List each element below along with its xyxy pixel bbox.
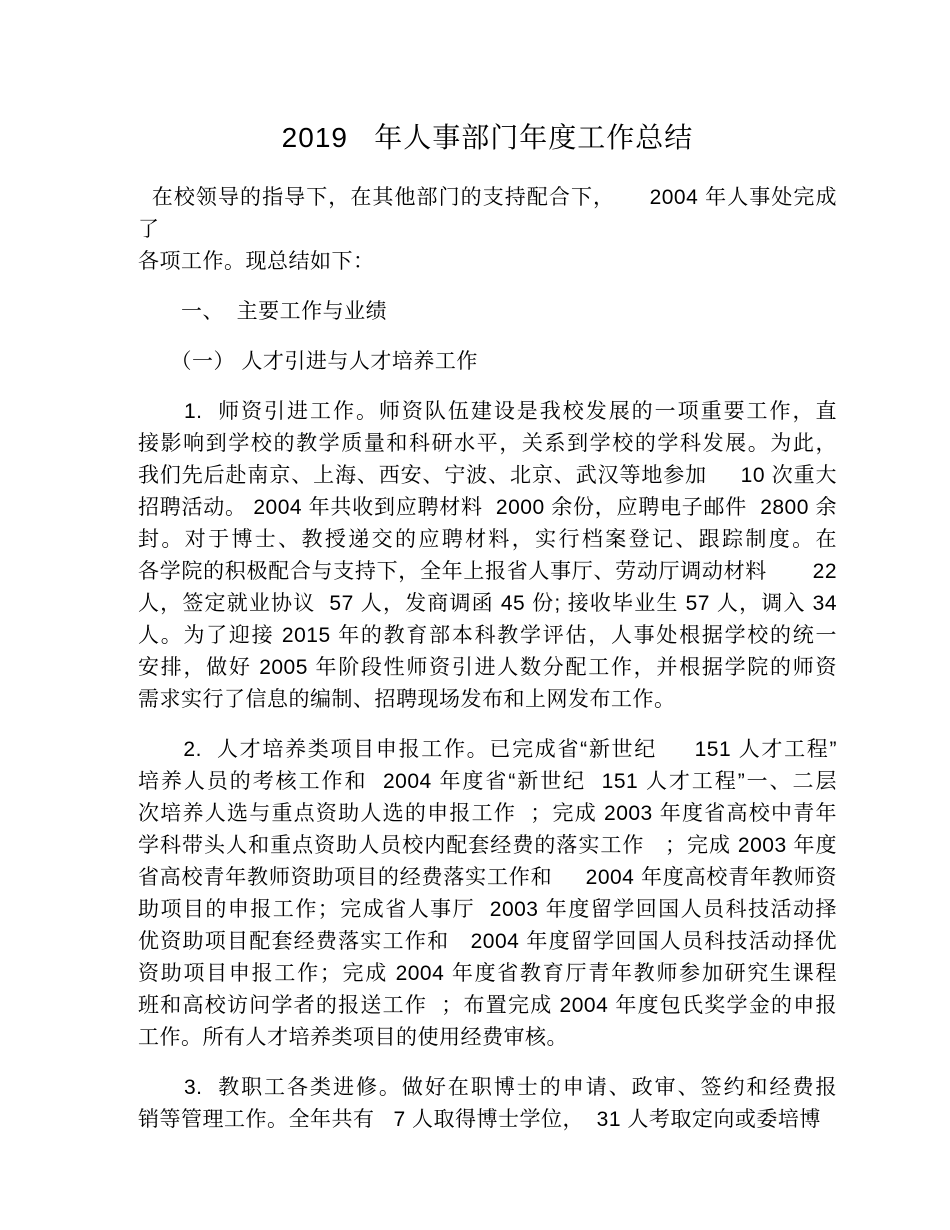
section-heading — [138, 296, 837, 328]
text-line: 资助项目申报工作；完成 2004 年度省教育厅青年教师参加研究生课程 — [138, 962, 837, 985]
text-line: 招聘活动。 2004 年共收到应聘材料 2000 余份，应聘电子邮件 2800 余 — [138, 496, 837, 519]
text-line: 省高校青年教师资助项目的经费落实工作和 2004 年度高校青年教师资 — [138, 866, 837, 889]
text-line: 工作。所有人才培养类项目的使用经费审核。 — [138, 1026, 568, 1049]
body-paragraph — [138, 396, 837, 716]
text-line: 各学院的积极配合与支持下，全年上报省人事厅、劳动厅调动材料 22 — [138, 560, 837, 583]
text-line: 优资助项目配套经费落实工作和 2004 年度留学回国人员科技活动择优 — [138, 930, 837, 953]
text-line: 助项目的申报工作；完成省人事厅 2003 年度留学回国人员科技活动择 — [138, 898, 837, 921]
text-line: 销等管理工作。全年共有 7 人取得博士学位， 31 人考取定向或委培博 — [138, 1108, 821, 1131]
text-line: 在校领导的指导下，在其他部门的支持配合下， 2004 年人事处完成了 — [138, 186, 837, 241]
text-line: 班和高校访问学者的报送工作 ；布置完成 2004 年度包氏奖学金的申报 — [138, 994, 837, 1017]
text-line: 学科带头人和重点资助人员校内配套经费的落实工作 ；完成 2003 年度 — [138, 834, 837, 857]
body-paragraph — [138, 182, 837, 278]
section-heading — [138, 346, 837, 378]
text-line: 接影响到学校的教学质量和科研水平，关系到学校的学科发展。为此， — [138, 432, 837, 455]
text-line: 1. 师资引进工作。师资队伍建设是我校发展的一项重要工作，直 — [138, 400, 837, 423]
document-title: 2019 年人事部门年度工作总结 — [281, 122, 694, 153]
text-line: 人。为了迎接 2015 年的教育部本科教学评估，人事处根据学校的统一 — [138, 624, 837, 647]
text-line: 各项工作。现总结如下： — [138, 250, 375, 273]
text-line: 一、 主要工作与业绩 — [138, 300, 388, 323]
text-line: 次培养人选与重点资助人选的申报工作 ；完成 2003 年度省高校中青年 — [138, 802, 837, 825]
text-line: 人，签定就业协议 57 人，发商调函 45 份; 接收毕业生 57 人，调入 34 — [138, 592, 837, 615]
text-line: 2. 人才培养类项目申报工作。已完成省“新世纪 151 人才工程” — [138, 738, 837, 761]
text-line: 安排，做好 2005 年阶段性师资引进人数分配工作，并根据学院的师资 — [138, 656, 837, 679]
text-line: 需求实行了信息的编制、招聘现场发布和上网发布工作。 — [138, 688, 676, 711]
text-line: 封。对于博士、教授递交的应聘材料，实行档案登记、跟踪制度。在 — [138, 528, 837, 551]
text-line: 我们先后赴南京、上海、西安、宁波、北京、武汉等地参加 10 次重大 — [138, 464, 837, 487]
text-line: 3. 教职工各类进修。做好在职博士的申请、政审、签约和经费报 — [138, 1076, 837, 1099]
body-paragraph — [138, 1072, 837, 1136]
document-body — [138, 182, 837, 1136]
text-line: 培养人员的考核工作和 2004 年度省“新世纪 151 人才工程”一、二层 — [138, 770, 837, 793]
text-line: （一） 人才引进与人才培养工作 — [138, 350, 478, 373]
body-paragraph — [138, 734, 837, 1054]
